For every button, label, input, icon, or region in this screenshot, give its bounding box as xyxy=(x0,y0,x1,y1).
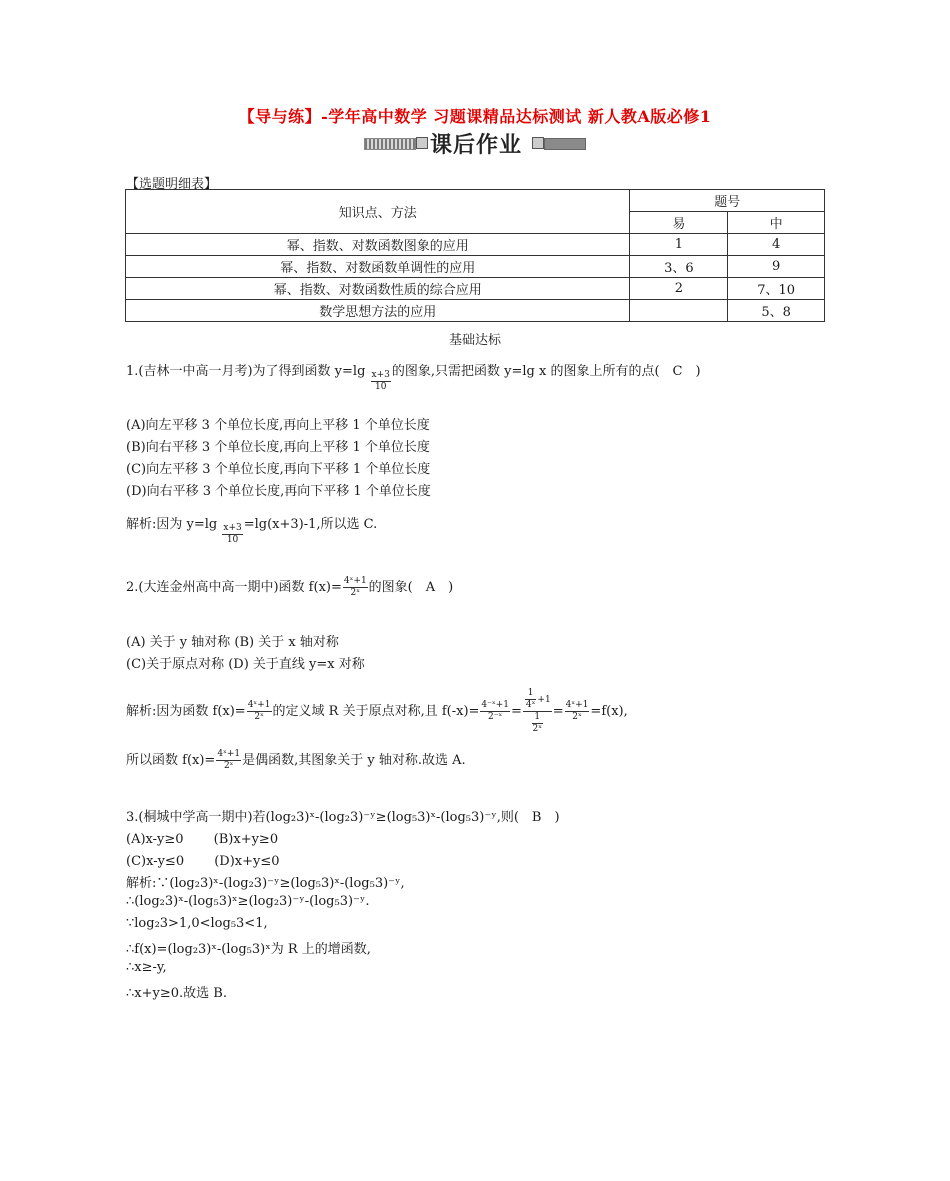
row-topic: 幂、指数、对数函数性质的综合应用 xyxy=(126,278,630,300)
frac-den: 2ˣ xyxy=(254,712,264,722)
q2-stem-a: 2.(大连金州高中高一期中)函数 f(x)= xyxy=(126,580,342,595)
frac-den: 4ˣ xyxy=(525,700,536,710)
q2-sol-a: 解析:因为函数 f(x)= xyxy=(126,704,246,719)
table-row xyxy=(126,234,825,256)
header-number: 题号 xyxy=(630,190,825,212)
q1-sol-b: =lg(x+3)-1,所以选 C. xyxy=(243,517,378,532)
frac-num: x+3 xyxy=(223,523,242,533)
q2-stem-b: 的图象( A ) xyxy=(368,580,454,595)
q2-options-cd: (C)关于原点对称 (D) 关于直线 y=x 对称 xyxy=(126,657,365,672)
row-easy: 1 xyxy=(630,234,728,256)
frac-den: 2ˣ xyxy=(572,712,582,722)
row-medium: 9 xyxy=(728,256,825,278)
row-easy: 3、6 xyxy=(630,256,728,278)
frac-num: 4ˣ+1 xyxy=(217,749,241,759)
q1-option-d: (D)向右平移 3 个单位长度,再向下平移 1 个单位长度 xyxy=(126,484,431,499)
frac-den: 10 xyxy=(226,535,239,545)
homework-banner xyxy=(364,130,586,156)
q3-options-cd: (C)x-y≤0 (D)x+y≤0 xyxy=(126,854,280,869)
table-row xyxy=(126,256,825,278)
row-medium: 5、8 xyxy=(728,300,825,322)
compound-den xyxy=(523,712,552,735)
header-easy: 易 xyxy=(630,212,728,234)
q2-concl-a: 所以函数 f(x)= xyxy=(126,753,216,768)
frac-den: 2⁻ˣ xyxy=(488,712,503,722)
q2-neg-fraction xyxy=(480,700,510,723)
row-medium: 4 xyxy=(728,234,825,256)
q2-sol-b: 的定义域 R 关于原点对称,且 f(-x)= xyxy=(272,704,480,719)
row-topic: 幂、指数、对数函数图象的应用 xyxy=(126,234,630,256)
row-easy xyxy=(630,300,728,322)
banner-text: 课后作业 xyxy=(430,133,523,158)
banner-left-bar xyxy=(364,138,416,150)
row-topic: 数学思想方法的应用 xyxy=(126,300,630,322)
table-row xyxy=(126,278,825,300)
q1-fraction xyxy=(371,370,391,393)
banner-right-bar xyxy=(544,138,586,150)
q1-sol-a: 解析:因为 y=lg xyxy=(126,517,218,532)
q1-sol-fraction xyxy=(222,523,242,546)
frac-num: 1 xyxy=(532,712,544,724)
q3-solution-3: ∵log₂3>1,0<log₅3<1, xyxy=(126,916,268,931)
q3-solution-4: ∴f(x)=(log₂3)ˣ-(log₅3)ˣ为 R 上的增函数, xyxy=(126,942,371,957)
frac-num: 4ˣ+1 xyxy=(343,576,367,586)
q1-option-c: (C)向左平移 3 个单位长度,再向下平移 1 个单位长度 xyxy=(126,462,431,477)
banner-right-dot xyxy=(532,137,544,149)
frac-num: 4ˣ+1 xyxy=(565,700,589,710)
q2-conclusion xyxy=(126,749,466,772)
q1-option-b: (B)向右平移 3 个单位长度,再向上平移 1 个单位长度 xyxy=(126,440,430,455)
section-label: 【选题明细表】 xyxy=(126,177,218,192)
plus-one: +1 xyxy=(537,695,551,705)
frac-num: 1 xyxy=(525,688,537,700)
q2-stem xyxy=(126,576,453,599)
row-topic: 幂、指数、对数函数单调性的应用 xyxy=(126,256,630,278)
frac-num: 4⁻ˣ+1 xyxy=(481,700,509,710)
q2-fraction xyxy=(343,576,368,599)
q2-fraction-again xyxy=(565,700,590,723)
document-title: 【导与练】-学年高中数学 习题课精品达标测试 新人教A版必修1 xyxy=(238,107,712,126)
q3-stem: 3.(桐城中学高一期中)若(log₂3)ˣ-(log₂3)⁻ʸ≥(log₅3)ˣ-(log₅3)⁻ʸ,则( B ) xyxy=(126,810,560,825)
frac-den: 10 xyxy=(374,382,387,392)
inner-fraction xyxy=(532,712,544,735)
q2-concl-fraction xyxy=(216,749,241,772)
compound-num xyxy=(523,688,552,712)
row-easy: 2 xyxy=(630,278,728,300)
q1-stem-a: 1.(吉林一中高一月考)为了得到函数 y=lg xyxy=(126,364,366,379)
header-topic: 知识点、方法 xyxy=(126,190,630,234)
q2-solution xyxy=(126,688,628,735)
row-medium: 7、10 xyxy=(728,278,825,300)
basic-title: 基础达标 xyxy=(448,333,501,348)
frac-den: 2ˣ xyxy=(350,588,361,598)
q2-concl-b: 是偶函数,其图象关于 y 轴对称.故选 A. xyxy=(242,753,466,768)
q3-options-ab: (A)x-y≥0 (B)x+y≥0 xyxy=(126,832,279,847)
frac-num: 4ˣ+1 xyxy=(247,700,271,710)
q2-compound-fraction xyxy=(523,688,552,735)
q2-sol-fraction xyxy=(247,700,272,723)
q1-option-a: (A)向左平移 3 个单位长度,再向上平移 1 个单位长度 xyxy=(126,418,430,433)
q3-solution-1: 解析:∵(log₂3)ˣ-(log₂3)⁻ʸ≥(log₅3)ˣ-(log₅3)⁻ʸ, xyxy=(126,876,405,891)
q2-sol-c: =f(x), xyxy=(590,704,628,719)
header-medium: 中 xyxy=(728,212,825,234)
inner-fraction xyxy=(525,688,537,711)
banner-left-dot xyxy=(416,137,428,149)
q3-solution-5: ∴x≥-y, xyxy=(126,960,167,975)
q1-stem-b: 的图象,只需把函数 y=lg x 的图象上所有的点( C ) xyxy=(391,364,701,379)
q3-solution-2: ∴(log₂3)ˣ-(log₅3)ˣ≥(log₂3)⁻ʸ-(log₅3)⁻ʸ. xyxy=(126,894,370,909)
frac-num: x+3 xyxy=(371,370,390,380)
frac-den: 2ˣ xyxy=(532,724,543,734)
topic-table xyxy=(125,189,825,322)
q2-options-ab: (A) 关于 y 轴对称 (B) 关于 x 轴对称 xyxy=(126,635,339,650)
q3-solution-6: ∴x+y≥0.故选 B. xyxy=(126,986,227,1001)
q1-solution xyxy=(126,513,377,546)
table-row xyxy=(126,300,825,322)
q2-eq: = xyxy=(510,704,522,719)
frac-den: 2ˣ xyxy=(223,761,234,771)
q2-eq: = xyxy=(552,704,564,719)
q1-stem xyxy=(126,360,701,393)
